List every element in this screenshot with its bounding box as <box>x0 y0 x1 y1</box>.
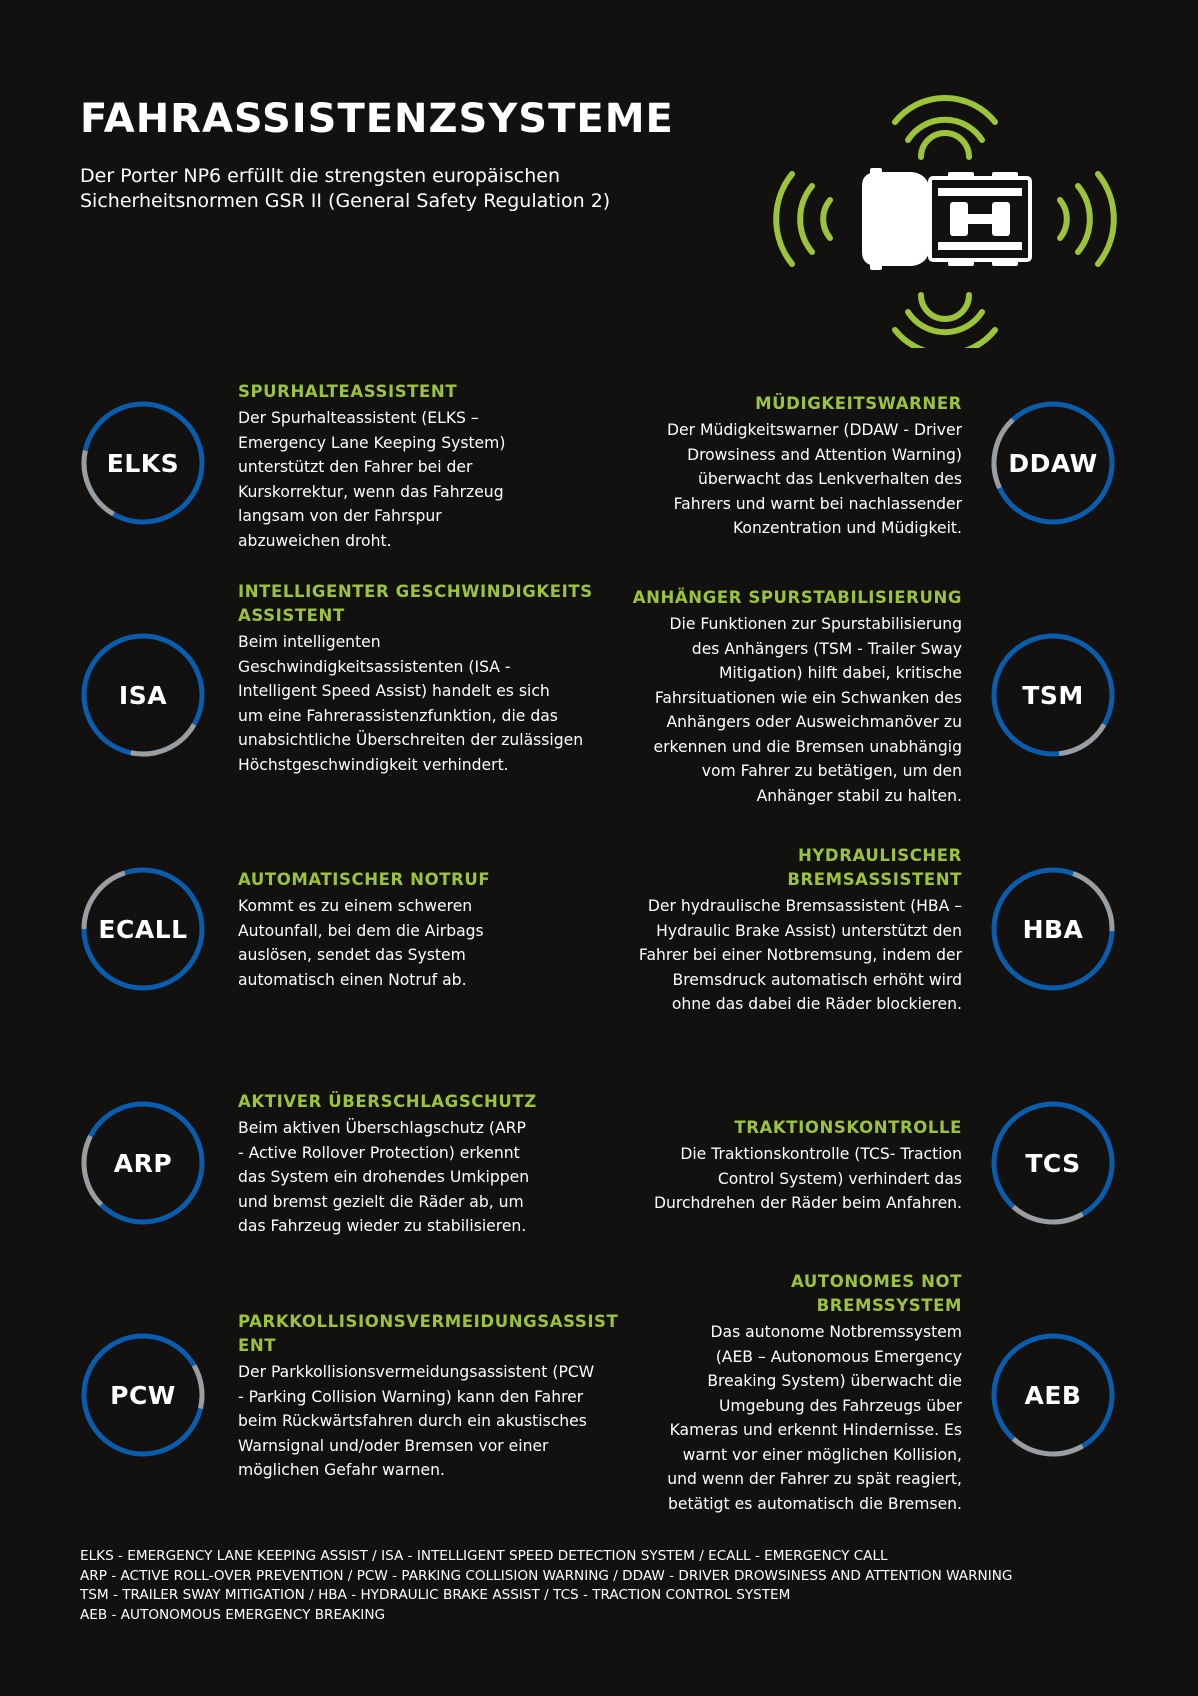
feature-title: ANHÄNGER SPURSTABILISIERUNG <box>632 588 962 607</box>
feature-hba <box>602 844 962 1017</box>
page-title: FAHRASSISTENZSYSTEME <box>80 96 674 142</box>
abbreviations-legend: ELKS - EMERGENCY LANE KEEPING ASSIST / ISA - INTELLIGENT SPEED DETECTION SYSTEM / ECALL - EMERGENCY CALL ARP - ACTIVE ROLL-OVER PREVENTION / PCW - PARKING COLLISION WARNING / DDAW - DRIVER DROWSINESS AND ATTENTION WARNING TSM - TRAILER SWAY MITIGATION / HBA - HYDRAULIC BRAKE ASSIST / TCS - TRACTION CONTROL SYSTEM AEB - AUTONOMOUS EMERGENCY BREAKING <box>80 1548 1013 1623</box>
feature-title: MÜDIGKEITSWARNER <box>755 394 962 413</box>
feature-abbr: ISA <box>118 680 168 710</box>
feature-text: Das autonome Notbremssystem (AEB – Autonomous Emergency Breaking System) überwacht die Umgebung des Fahrzeugs über Kameras und erkennt Hindernisse. Es warnt vor einer möglichen Kollision, und wenn der Fahrer zu spät reagiert, betätigt es automatisch die Bremsen. <box>667 1323 962 1513</box>
feature-abbr: TSM <box>1022 680 1084 710</box>
feature-text: Der Parkkollisionsvermeidungsassistent (PCW - Parking Collision Warning) kann den Fahrer beim Rückwärtsfahren durch ein akustisches Warnsignal und/oder Bremsen vor einer möglichen Gefahr warnen. <box>238 1363 595 1479</box>
feature-ring-hba <box>988 864 1118 994</box>
feature-ring-tcs <box>988 1098 1118 1228</box>
feature-aeb <box>602 1270 962 1516</box>
feature-ring-elks <box>78 398 208 528</box>
feature-abbr: DDAW <box>1008 448 1098 478</box>
feature-abbr: PCW <box>110 1380 176 1410</box>
feature-text: Beim aktiven Überschlagschutz (ARP - Active Rollover Protection) erkennt das System ein drohendes Umkippen und bremst gezielt die Räder ab, um das Fahrzeug wieder zu stabilisieren. <box>238 1119 530 1235</box>
feature-abbr: ARP <box>113 1148 173 1178</box>
feature-abbr: ELKS <box>106 448 180 478</box>
feature-text: Beim intelligenten Geschwindigkeitsassistenten (ISA - Intelligent Speed Assist) handelt es sich um eine Fahrerassistenzfunktion, die das unabsichtliche Überschreiten der zulässigen Höchstgeschwindigkeit verhindert. <box>238 633 584 774</box>
feature-tsm <box>602 586 962 808</box>
feature-text: Die Traktionskontrolle (TCS- Traction Control System) verhindert das Durchdrehen der Räder beim Anfahren. <box>653 1145 962 1212</box>
feature-text: Der Spurhalteassistent (ELKS – Emergency Lane Keeping System) unterstützt den Fahrer bei der Kurskorrektur, wenn das Fahrzeug langsam von der Fahrspur abzuweichen droht. <box>238 409 506 550</box>
feature-ecall <box>238 868 598 992</box>
feature-pcw <box>238 1310 626 1483</box>
feature-abbr: ECALL <box>98 914 188 944</box>
feature-ring-arp <box>78 1098 208 1228</box>
feature-text: Die Funktionen zur Spurstabilisierung des Anhängers (TSM - Trailer Sway Mitigation) hilft dabei, kritische Fahrsituationen wie ein Schwanken des Anhängers oder Ausweichmanöver zu erkennen und die Bremsen unabhängig vom Fahrer zu betätigen, um den Anhänger stabil zu halten. <box>653 615 962 805</box>
feature-ring-pcw <box>78 1330 208 1460</box>
feature-ring-tsm <box>988 630 1118 760</box>
feature-title: AUTONOMES NOTBREMSSYSTEM <box>791 1272 962 1315</box>
feature-text: Der Müdigkeitswarner (DDAW - Driver Drowsiness and Attention Warning) überwacht das Lenkverhalten des Fahrers und warnt bei nachlassender Konzentration und Müdigkeit. <box>667 421 962 537</box>
feature-title: INTELLIGENTER GESCHWINDIGKEITSASSISTENT <box>238 582 593 625</box>
feature-title: SPURHALTEASSISTENT <box>238 382 458 401</box>
feature-tcs <box>602 1116 962 1216</box>
feature-abbr: AEB <box>1024 1380 1082 1410</box>
vehicle-sensor-icon <box>770 78 1120 348</box>
feature-title: AKTIVER ÜBERSCHLAGSCHUTZ <box>238 1092 537 1111</box>
feature-ddaw <box>602 392 962 541</box>
feature-ring-ddaw <box>988 398 1118 528</box>
feature-isa <box>238 580 598 777</box>
feature-title: AUTOMATISCHER NOTRUF <box>238 870 491 889</box>
feature-ring-aeb <box>988 1330 1118 1460</box>
feature-title: PARKKOLLISIONSVERMEIDUNGSASSISTENT <box>238 1312 619 1355</box>
feature-text: Kommt es zu einem schweren Autounfall, bei dem die Airbags auslösen, sendet das System automatisch einen Notruf ab. <box>238 897 484 989</box>
feature-title: TRAKTIONSKONTROLLE <box>734 1118 962 1137</box>
feature-arp <box>238 1090 598 1239</box>
feature-elks <box>238 380 598 553</box>
feature-title: HYDRAULISCHER BREMSASSISTENT <box>787 846 962 889</box>
feature-abbr: TCS <box>1025 1148 1081 1178</box>
page-subtitle: Der Porter NP6 erfüllt die strengsten europäischen Sicherheitsnormen GSR II (General Safety Regulation 2) <box>80 165 611 212</box>
feature-ring-isa <box>78 630 208 760</box>
feature-text: Der hydraulische Bremsassistent (HBA – Hydraulic Brake Assist) unterstützt den Fahrer bei einer Notbremsung, indem der Bremsdruck automatisch erhöht wird ohne das dabei die Räder blockieren. <box>638 897 962 1013</box>
feature-ring-ecall <box>78 864 208 994</box>
feature-abbr: HBA <box>1022 914 1084 944</box>
